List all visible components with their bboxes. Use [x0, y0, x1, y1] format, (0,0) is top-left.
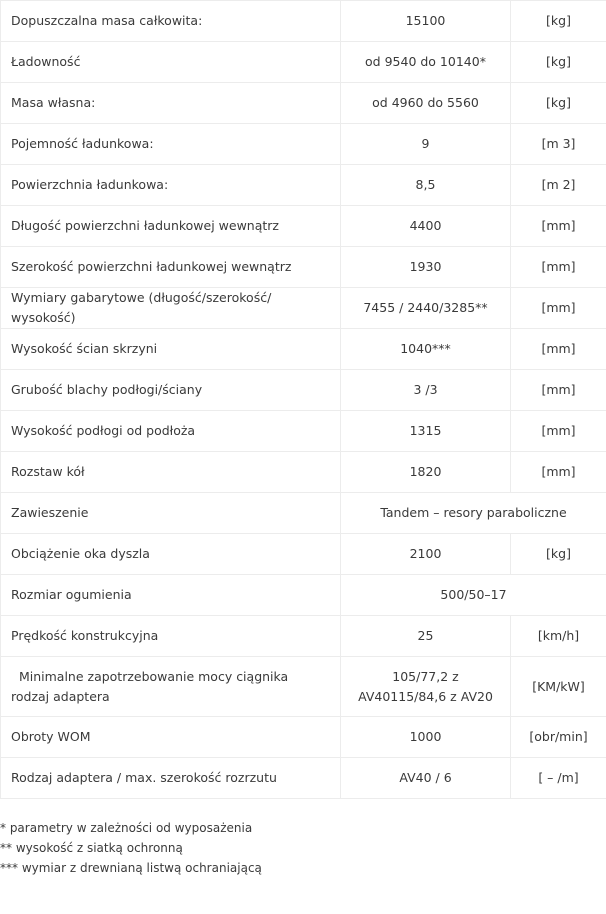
row-value-wall-height: 1040*** [341, 329, 511, 370]
row-unit-own-weight: [kg] [511, 83, 606, 124]
row-label-payload: Ładowność [1, 42, 341, 83]
table-row [1, 1, 606, 42]
row-label-load-area: Powierzchnia ładunkowa: [1, 165, 341, 206]
row-unit-gross-weight: [kg] [511, 1, 606, 42]
table-row [1, 83, 606, 124]
row-unit-drawbar-load: [kg] [511, 534, 606, 575]
row-unit-adapter-type: [ – /m] [511, 758, 606, 799]
table-row [1, 288, 606, 329]
table-row [1, 206, 606, 247]
table-row [1, 42, 606, 83]
table-row [1, 411, 606, 452]
row-value-drawbar-load: 2100 [341, 534, 511, 575]
table-row [1, 452, 606, 493]
row-label-min-tractor-power: Minimalne zapotrzebowanie mocy ciągnika rodzaj adaptera [1, 657, 341, 717]
footnotes [0, 818, 262, 878]
row-label-adapter-type: Rodzaj adaptera / max. szerokość rozrzutu [1, 758, 341, 799]
row-value-inner-length: 4400 [341, 206, 511, 247]
row-label-floor-height: Wysokość podłogi od podłoża [1, 411, 341, 452]
row-label-load-capacity: Pojemność ładunkowa: [1, 124, 341, 165]
row-label-sheet-thickness: Grubość blachy podłogi/ściany [1, 370, 341, 411]
row-label-drawbar-load: Obciążenie oka dyszla [1, 534, 341, 575]
table-row [1, 616, 606, 657]
row-value-own-weight: od 4960 do 5560 [341, 83, 511, 124]
row-label-suspension: Zawieszenie [1, 493, 341, 534]
table-row [1, 493, 606, 534]
table-row [1, 165, 606, 206]
table-row [1, 329, 606, 370]
row-label-tyre-size: Rozmiar ogumienia [1, 575, 341, 616]
row-label-overall-dimensions: Wymiary gabarytowe (długość/szerokość/ wysokość) [1, 288, 341, 329]
table-row [1, 370, 606, 411]
footnote-height-net: ** wysokość z siatką ochronną [0, 841, 183, 855]
row-value-pto-speed: 1000 [341, 717, 511, 758]
row-value-suspension: Tandem – resory paraboliczne [341, 493, 606, 534]
row-unit-wall-height: [mm] [511, 329, 606, 370]
row-unit-floor-height: [mm] [511, 411, 606, 452]
row-unit-overall-dimensions: [mm] [511, 288, 606, 329]
row-label-wall-height: Wysokość ścian skrzyni [1, 329, 341, 370]
row-value-gross-weight: 15100 [341, 1, 511, 42]
row-value-min-tractor-power: 105/77,2 z AV40115/84,6 z AV20 [341, 657, 511, 717]
row-label-pto-speed: Obroty WOM [1, 717, 341, 758]
row-unit-min-tractor-power: [KM/kW] [511, 657, 606, 717]
row-value-wheel-track: 1820 [341, 452, 511, 493]
table-row [1, 717, 606, 758]
row-label-wheel-track: Rozstaw kół [1, 452, 341, 493]
row-label-inner-length: Długość powierzchni ładunkowej wewnątrz [1, 206, 341, 247]
row-unit-inner-width: [mm] [511, 247, 606, 288]
table-row [1, 758, 606, 799]
row-value-overall-dimensions: 7455 / 2440/3285** [341, 288, 511, 329]
row-unit-load-capacity: [m 3] [511, 124, 606, 165]
row-value-load-capacity: 9 [341, 124, 511, 165]
table-row [1, 247, 606, 288]
row-unit-payload: [kg] [511, 42, 606, 83]
footnote-equipment: * parametry w zależności od wyposażenia [0, 821, 253, 835]
row-value-tyre-size: 500/50–17 [341, 575, 606, 616]
row-unit-sheet-thickness: [mm] [511, 370, 606, 411]
row-value-load-area: 8,5 [341, 165, 511, 206]
table-row [1, 124, 606, 165]
footnote-wooden-strip: *** wymiar z drewnianą listwą ochraniającą [0, 861, 262, 875]
row-value-payload: od 9540 do 10140* [341, 42, 511, 83]
table-row [1, 575, 606, 616]
specification-table-body [1, 1, 606, 799]
row-unit-wheel-track: [mm] [511, 452, 606, 493]
row-value-inner-width: 1930 [341, 247, 511, 288]
table-row [1, 657, 606, 717]
row-label-design-speed: Prędkość konstrukcyjna [1, 616, 341, 657]
row-value-adapter-type: AV40 / 6 [341, 758, 511, 799]
row-unit-load-area: [m 2] [511, 165, 606, 206]
row-unit-pto-speed: [obr/min] [511, 717, 606, 758]
row-label-own-weight: Masa własna: [1, 83, 341, 124]
table-row [1, 534, 606, 575]
row-unit-design-speed: [km/h] [511, 616, 606, 657]
row-value-sheet-thickness: 3 /3 [341, 370, 511, 411]
row-value-design-speed: 25 [341, 616, 511, 657]
row-unit-inner-length: [mm] [511, 206, 606, 247]
row-label-gross-weight: Dopuszczalna masa całkowita: [1, 1, 341, 42]
row-label-inner-width: Szerokość powierzchni ładunkowej wewnątrz [1, 247, 341, 288]
row-value-floor-height: 1315 [341, 411, 511, 452]
